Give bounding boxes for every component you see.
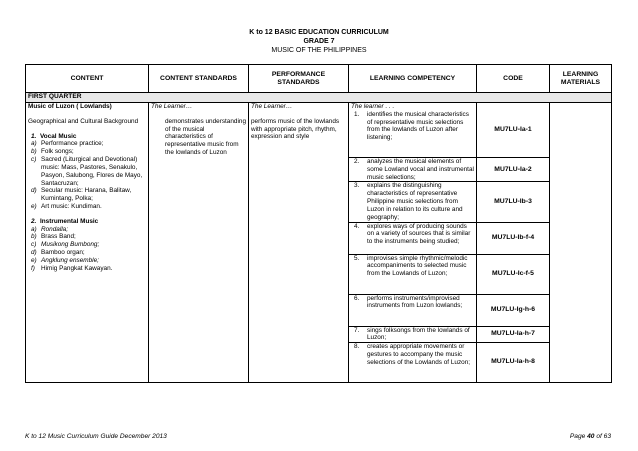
competency-cell: 6. performs instruments/improvised instruments from Luzon lowlands; xyxy=(349,294,477,326)
list-item: e) Angklung ensemble; xyxy=(31,256,99,264)
competency-code: MU7LU-Ia-h-7 xyxy=(477,326,550,343)
competency-text: explores ways of producing sounds on a variety of sources that is similar to the instruments being studied; xyxy=(367,222,471,246)
content-standards-text: demonstrates understanding of the musical characteristics of representative music from the lowlands of Luzon xyxy=(165,117,247,157)
list-item: f) Himig Pangkat Kawayan. xyxy=(31,264,113,272)
col-header-learning-materials: LEARNING MATERIALS xyxy=(550,65,612,93)
list-item: c) Musikong Bumbong; xyxy=(31,241,100,249)
content-title: Music of Luzon ( Lowlands) xyxy=(28,103,112,110)
quarter-row xyxy=(26,93,612,103)
competency-text: improvises simple rhythmic/melodic accompaniments to selected music from the Lowlands of Luzon; xyxy=(367,254,468,278)
list-item: d) Bamboo organ; xyxy=(31,249,85,256)
competency-cell: 2. analyzes the musical elements of some Lowland vocal and instrumental music selections; xyxy=(349,158,477,182)
list-item: c) Sacred (Liturgical and Devotional) music: Mass, Pastores, Senakulo, Pasyon, Salubong, Flores de Mayo, Santacruzan; xyxy=(31,156,143,187)
content-intro: Geographical and Cultural Background xyxy=(28,117,139,125)
materials-cell xyxy=(550,103,612,383)
list-item: b) Folk songs; xyxy=(31,148,74,156)
content-standards-lead: The Learner… xyxy=(151,103,193,110)
competency-text: analyzes the musical elements of some Lowland vocal and instrumental music selections; xyxy=(367,158,474,181)
competency-cell: 5. improvises simple rhythmic/melodic accompaniments to selected music from the Lowlands of Luzon; xyxy=(349,254,477,294)
content-cell xyxy=(26,103,149,383)
competency-cell: 8. creates appropriate movements or gestures to accompany the music selections of the Lowlands of Luzon; xyxy=(349,343,477,383)
instrumental-music-heading: 2. Instrumental Music xyxy=(31,217,99,225)
grade-level: GRADE 7 xyxy=(303,38,335,45)
competency-cell: 3. explains the distinguishing characteristics of representative Philippine music selections from Luzon in relation to its culture and geography; xyxy=(349,182,477,222)
competency-text: identifies the musical characteristics of representative music selections from the lowlands of Luzon after listening; xyxy=(367,110,469,142)
list-item: e) Art music: Kundiman. xyxy=(31,202,102,210)
col-header-learning-competency: LEARNING COMPETENCY xyxy=(349,65,477,93)
competency-text: sings folksongs from the lowlands of Luzon; xyxy=(367,326,470,342)
col-header-content: CONTENT xyxy=(26,65,149,93)
competency-code: MU7LU-Ig-h-6 xyxy=(477,294,550,326)
list-item: d) Secular music: Harana, Balitaw, Kumintang, Polka; xyxy=(31,187,132,203)
curriculum-table xyxy=(25,64,612,383)
competency-code: MU7LU-Ia-h-8 xyxy=(477,343,550,383)
quarter-label: FIRST QUARTER xyxy=(26,93,612,103)
performance-standards-cell xyxy=(249,103,349,383)
competency-code: MU7LU-Ib-f-4 xyxy=(477,222,550,254)
subject-title: MUSIC OF THE PHILIPPINES xyxy=(271,47,367,54)
vocal-music-heading: 1. Vocal Music xyxy=(31,132,77,140)
footer-page-number: Page 40 of 63 xyxy=(569,433,611,440)
performance-standards-lead: The Learner… xyxy=(251,103,293,110)
doc-title: K to 12 BASIC EDUCATION CURRICULUM xyxy=(249,29,389,36)
list-item: b) Brass Band; xyxy=(31,233,76,241)
list-item: a) Rondalla; xyxy=(31,225,69,233)
list-item: a) Performance practice; xyxy=(31,140,104,148)
competency-cell: 4. explores ways of producing sounds on a variety of sources that is similar to the instruments being studied; xyxy=(349,222,477,254)
instrumental-music-list xyxy=(28,226,146,273)
table-header-row xyxy=(26,65,612,93)
competency-code: MU7LU-Ia-2 xyxy=(477,158,550,182)
content-standards-cell xyxy=(149,103,249,383)
competency-cell: The learner . . . 1. identifies the musical characteristics of representative music selections from the lowlands of Luzon after listening; xyxy=(349,103,477,158)
col-header-code: CODE xyxy=(477,65,550,93)
competency-text: creates appropriate movements or gestures to accompany the music selections of the Lowlands of Luzon; xyxy=(367,343,471,366)
col-header-content-standards: CONTENT STANDARDS xyxy=(149,65,249,93)
competency-code: MU7LU-Ia-1 xyxy=(477,103,550,158)
competency-code: MU7LU-Ic-f-5 xyxy=(477,254,550,294)
table-row xyxy=(26,103,612,158)
col-header-performance-standards: PERFORMANCE STANDARDS xyxy=(249,65,349,93)
competency-text: explains the distinguishing characteristics of representative Philippine music selections from Luzon in relation to its culture and geography; xyxy=(367,182,463,221)
competency-code: MU7LU-Ib-3 xyxy=(477,182,550,222)
vocal-music-list xyxy=(28,140,146,210)
performance-standards-text: performs music of the lowlands with appropriate pitch, rhythm, expression and style xyxy=(251,117,340,141)
competency-text: performs instruments/improvised instruments from Luzon lowlands; xyxy=(367,294,463,310)
footer-guide-title: K to 12 Music Curriculum Guide December 2013 xyxy=(25,433,167,440)
competency-lead: The learner . . . xyxy=(351,103,395,110)
competency-cell: 7. sings folksongs from the lowlands of Luzon; xyxy=(349,326,477,343)
